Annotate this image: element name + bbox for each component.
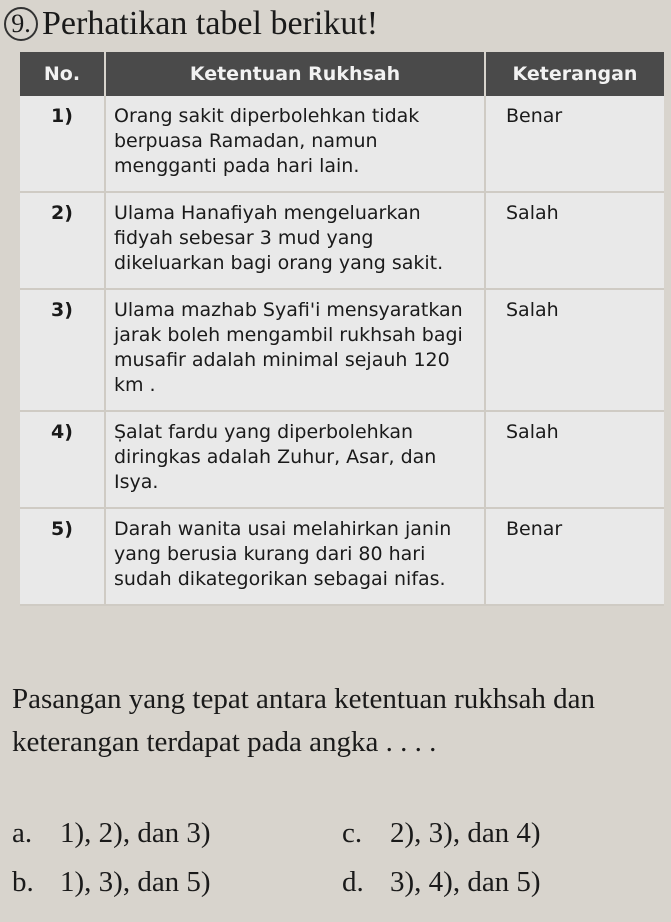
option-text: 3), 4), dan 5) [390, 866, 541, 898]
table-header-row [20, 52, 664, 96]
option-c[interactable] [342, 813, 541, 853]
row-ketentuan: Darah wanita usai melahirkan janin yang berusia kurang dari 80 hari sudah dikategorikan sebagai nifas. [105, 508, 485, 605]
option-letter: a. [12, 817, 33, 849]
option-letter: b. [12, 866, 34, 898]
option-text: 1), 3), dan 5) [60, 866, 211, 898]
table-row [20, 411, 664, 508]
table-row [20, 192, 664, 289]
row-keterangan: Salah [485, 411, 664, 508]
table-row [20, 96, 664, 192]
question-heading [4, 4, 378, 44]
row-ketentuan: Ulama mazhab Syafi'i mensyaratkan jarak boleh mengambil rukhsah bagi musafir adalah minimal sejauh 120 km . [105, 289, 485, 411]
row-ketentuan: Ulama Hanafiyah mengeluarkan fidyah sebesar 3 mud yang dikeluarkan bagi orang yang sakit. [105, 192, 485, 289]
option-a[interactable] [12, 813, 211, 853]
header-ketentuan: Ketentuan Rukhsah [105, 52, 485, 96]
instruction-text: Perhatikan tabel berikut! [42, 5, 379, 42]
row-number: 3) [20, 289, 105, 411]
option-b[interactable] [12, 862, 211, 902]
option-letter: d. [342, 866, 364, 898]
row-keterangan: Salah [485, 289, 664, 411]
row-number: 1) [20, 96, 105, 192]
row-keterangan: Benar [485, 96, 664, 192]
row-number: 5) [20, 508, 105, 605]
row-keterangan: Benar [485, 508, 664, 605]
option-letter: c. [342, 817, 363, 849]
row-number: 2) [20, 192, 105, 289]
option-d[interactable] [342, 862, 541, 902]
row-ketentuan: Orang sakit diperbolehkan tidak berpuasa Ramadan, namun mengganti pada hari lain. [105, 96, 485, 192]
option-text: 2), 3), dan 4) [390, 817, 541, 849]
row-number: 4) [20, 411, 105, 508]
option-text: 1), 2), dan 3) [60, 817, 211, 849]
question-text: Pasangan yang tepat antara ketentuan rukhsah dan keterangan terdapat pada angka . . . . [12, 683, 596, 758]
header-keterangan: Keterangan [485, 52, 664, 96]
row-keterangan: Salah [485, 192, 664, 289]
rukhsah-table [20, 52, 664, 606]
table-row [20, 289, 664, 411]
question-number: 9. [4, 7, 38, 41]
header-no: No. [20, 52, 105, 96]
row-ketentuan: Ṣalat fardu yang diperbolehkan diringkas adalah Zuhur, Asar, dan Isya. [105, 411, 485, 508]
table-row [20, 508, 664, 605]
